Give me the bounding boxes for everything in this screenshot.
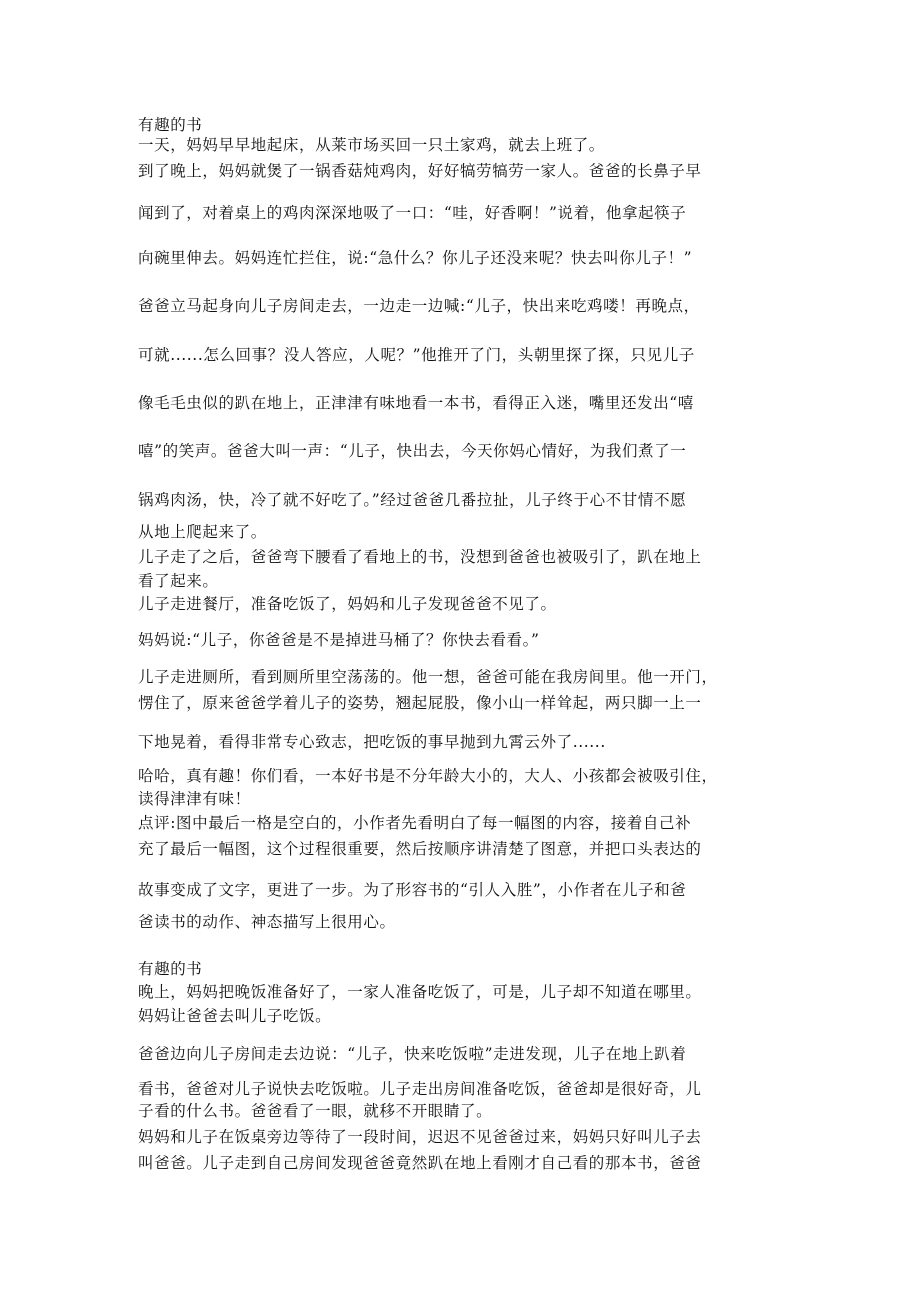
story1-line: 从地上爬起来了。 [138,523,267,541]
story1-line: 锅鸡肉汤，快，冷了就不好吃了。”经过爸爸几番拉扯，儿子终于心不甘情不愿 [138,491,687,509]
story1-line: 可就......怎么回事？没人答应，人呢？”他推开了门，头朝里探了探，只见儿子 [138,346,695,364]
story1-line: 故事变成了文字，更进了一步。为了形容书的“引人入胜”，小作者在儿子和爸 [138,881,687,899]
story1-line: 哈哈，真有趣！你们看，一本好书是不分年龄大小的，大人、小孩都会被吸引住， [138,767,718,785]
story1-line: 嘻”的笑声。爸爸大叫一声：“儿子，快出去，今天你妈心情好，为我们煮了一 [138,442,687,460]
story2-line: 妈妈和儿子在饭桌旁边等待了一段时间，迟迟不见爸爸过来，妈妈只好叫儿子去 [138,1128,702,1146]
story1-line: 妈妈说:“儿子，你爸爸是不是掉进马桶了？你快去看看。” [138,631,540,649]
story1-line: 儿子走进餐厅，准备吃饭了，妈妈和儿子发现爸爸不见了。 [138,595,557,613]
story1-line: 看了起来。 [138,572,219,590]
story1-line: 儿子走了之后，爸爸弯下腰看了看地上的书，没想到爸爸也被吸引了，趴在地上 [138,548,702,566]
story1-line: 读得津津有味！ [138,790,251,808]
story2-line: 看书，爸爸对儿子说快去吃饭啦。儿子走出房间准备吃饭，爸爸却是很好奇，儿 [138,1080,702,1098]
story2-line: 妈妈让爸爸去叫儿子吃饭。 [138,1007,332,1025]
story2-line: 爸爸边向儿子房间走去边说：“儿子，快来吃饭啦”走进发现，儿子在地上趴着 [138,1045,687,1063]
story1-line: 像毛毛虫似的趴在地上，正津津有味地看一本书，看得正入迷，嘴里还发出“嘻 [138,394,694,412]
story1-line: 下地晃着，看得非常专心致志，把吃饭的事早抛到九霄云外了...... [138,733,606,751]
story1-line: 点评:图中最后一格是空白的，小作者先看明白了每一幅图的内容，接着自己补 [138,814,692,832]
story1-line: 儿子走进厕所，看到厕所里空荡荡的。他一想，爸爸可能在我房间里。他一开门， [138,668,718,686]
story1-line: 爸爸立马起身向儿子房间走去，一边走一边喊:“儿子，快出来吃鸡喽！再晚点， [138,297,700,315]
story1-line: 闻到了，对着桌上的鸡肉深深地吸了一口：“哇，好香啊！”说着，他拿起筷子 [138,204,687,222]
story1-line: 到了晚上，妈妈就煲了一锅香菇炖鸡肉，好好犒劳犒劳一家人。爸爸的长鼻子早 [138,162,702,180]
story1-line: 愣住了，原来爸爸学着儿子的姿势，翘起屁股，像小山一样耸起，两只脚一上一 [138,694,702,712]
story1-line: 向碗里伸去。妈妈连忙拦住，说:“急什么？你儿子还没来呢？快去叫你儿子！” [138,249,693,267]
story2-line: 晚上，妈妈把晚饭准备好了，一家人准备吃饭了，可是，儿子却不知道在哪里。 [138,983,702,1001]
story2-line: 叫爸爸。儿子走到自己房间发现爸爸竟然趴在地上看刚才自己看的那本书，爸爸 [138,1154,702,1172]
story1-line: 爸读书的动作、神态描写上很用心。 [138,913,396,931]
story2-title: 有趣的书 [138,960,203,978]
story1-line: 一天，妈妈早早地起床，从莱市场买回一只土家鸡，就去上班了。 [138,136,605,154]
story1-title: 有趣的书 [138,116,203,134]
story2-line: 子看的什么书。爸爸看了一眼，就移不开眼睛了。 [138,1102,493,1120]
story1-line: 充了最后一幅图，这个过程很重要，然后按顺序讲清楚了图意，并把口头表达的 [138,840,702,858]
